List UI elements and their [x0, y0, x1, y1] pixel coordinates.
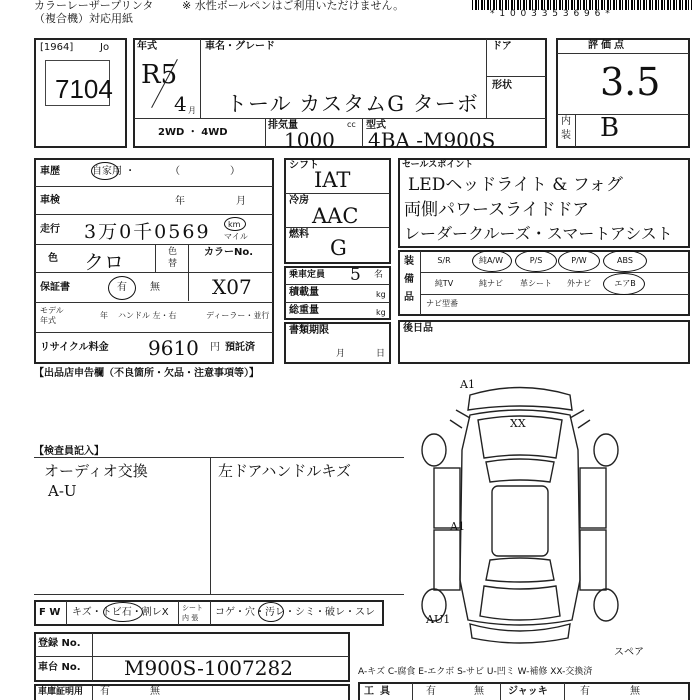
- model-change-1: モデル: [40, 306, 64, 315]
- lot-mark: Jo: [100, 42, 110, 53]
- name-label: 車名・グレード: [205, 41, 275, 52]
- chassis-label: 車台 No.: [38, 662, 81, 673]
- displacement-unit: cc: [347, 120, 356, 129]
- color-change-2: 替: [168, 259, 178, 269]
- sales-line-2: 両側パワースライドドア: [404, 200, 590, 220]
- fw-items: キズ・トビ石・割レX: [72, 607, 169, 618]
- jack-no: 無: [630, 686, 640, 697]
- year-value: R5: [141, 60, 178, 90]
- weight-unit: kg: [376, 308, 386, 317]
- jack-yes: 有: [580, 686, 590, 697]
- shift-value: IAT: [314, 168, 351, 192]
- interior-value: B: [600, 113, 620, 143]
- shaken-year: 年: [175, 196, 185, 207]
- equip-ext-navi: 外ナビ: [567, 279, 591, 288]
- capacity-value: 5: [350, 265, 361, 285]
- doc-month: 月: [336, 349, 346, 359]
- equip-airbag: エアB: [614, 279, 636, 288]
- tools-no: 無: [474, 686, 484, 697]
- damage-legend: A-キズ C-腐食 E-エクボ S-サビ U-凹ミ W-補修 XX-交換済: [358, 667, 593, 677]
- equipment-label-2: 備: [404, 274, 414, 285]
- shaken-label: 車検: [40, 195, 60, 206]
- mark-xx: XX: [510, 417, 526, 430]
- score-label: 評価点: [588, 40, 627, 51]
- color-no-value: X07: [212, 275, 252, 299]
- door-label: ドア: [492, 41, 512, 52]
- fuel-label: 燃料: [289, 229, 309, 240]
- inspector-note-right: 左ドアハンドルキズ: [218, 462, 352, 480]
- spare-label: スペア: [614, 647, 644, 658]
- ac-label: 冷房: [289, 195, 309, 206]
- inspector-label: 【検査員記入】: [34, 446, 104, 457]
- sales-points-label: セールスポイント: [402, 160, 474, 170]
- sales-line-3: レーダークルーズ・スマートアシスト: [404, 224, 673, 243]
- mileage-unit-km: km: [228, 220, 241, 229]
- interior-label-bottom: 装: [561, 130, 571, 141]
- mileage-label: 走行: [40, 224, 60, 235]
- warranty-no: 無: [150, 282, 160, 293]
- equip-aw: 純A/W: [478, 256, 504, 265]
- year-label: 年式: [137, 41, 157, 52]
- equipment-label-1: 装: [404, 256, 414, 267]
- jack-label: ジャッキ: [508, 686, 548, 697]
- equip-leather: 革シート: [520, 279, 552, 288]
- recycle-value: 9610: [148, 336, 199, 360]
- seller-notes-label: 【出品店申告欄（不良箇所・欠品・注意事項等）】: [34, 368, 259, 379]
- mark-a1-side: A1: [450, 520, 465, 533]
- history-options: 自家用 ・: [92, 166, 136, 177]
- model-change-2: 年式: [40, 316, 56, 325]
- seat-items: コゲ・穴・汚レ・シミ・破レ・スレ: [215, 607, 375, 618]
- displacement-value: 1000: [284, 128, 335, 152]
- recycle-note: 預託済: [225, 342, 255, 353]
- equip-tv: 純TV: [434, 279, 454, 288]
- seat-label: シート 内 張: [182, 604, 203, 622]
- shift-label: シフト: [289, 160, 319, 171]
- lot-code: [1964]: [40, 42, 74, 53]
- equipment-label-3: 品: [404, 292, 414, 303]
- aftermarket-label: 後日品: [403, 323, 433, 334]
- color-label: 色: [48, 253, 58, 264]
- printer-note: カラーレーザープリンタ: [34, 0, 154, 12]
- warranty-label: 保証書: [40, 282, 70, 293]
- weight-label: 総重量: [289, 305, 319, 316]
- capacity-label: 乗車定員: [289, 270, 326, 280]
- warranty-yes: 有: [117, 282, 127, 293]
- history-label: 車歴: [40, 166, 60, 177]
- warranty-circle: [108, 276, 136, 300]
- km-circle: [224, 217, 246, 231]
- equip-sr: S/R: [437, 256, 451, 265]
- chassis-value: M900S-1007282: [124, 656, 293, 680]
- shaken-month: 月: [236, 196, 246, 207]
- capacity-unit: 名: [374, 270, 384, 280]
- sales-line-1: LEDヘッドライト & フォグ: [408, 175, 623, 195]
- recycle-unit: 円: [210, 342, 220, 353]
- lot-number: 7104: [55, 74, 113, 104]
- month-unit: 月: [188, 106, 196, 115]
- ac-value: AAC: [312, 204, 359, 228]
- interior-label-top: 内: [561, 116, 571, 127]
- handle-label: ハンドル 左・右: [118, 311, 177, 320]
- recycle-label: リサイクル料金: [40, 342, 109, 353]
- history-box: [34, 158, 274, 364]
- tools-label: 工具: [364, 686, 396, 697]
- equip-navi-model: ナビ型番: [426, 299, 458, 308]
- color-no-label: カラーNo.: [204, 247, 254, 258]
- inspector-note-2: A-U: [48, 482, 77, 500]
- doc-day: 日: [376, 349, 386, 359]
- color-change-1: 色: [168, 247, 178, 257]
- cert-no: 無: [150, 686, 160, 697]
- dealer-label: ディーラー・並行: [206, 311, 270, 320]
- model-change-year: 年: [100, 311, 108, 320]
- reg-label: 登録 No.: [38, 638, 81, 649]
- mileage-unit-mile: マイル: [224, 232, 248, 241]
- history-paren: （ ）: [170, 166, 240, 177]
- mileage-value: 3万0千0569: [84, 221, 211, 243]
- mark-au1: AU1: [426, 613, 451, 626]
- equip-ps: P/S: [529, 256, 543, 265]
- barcode-number: * 1 0 0 3 3 5 3 6 9 6 *: [490, 9, 611, 19]
- color-value: クロ: [84, 250, 124, 274]
- name-value: トール カスタムG ターボ: [226, 92, 479, 116]
- equip-pw: P/W: [571, 256, 587, 265]
- pen-warning: ※ 水性ボールペンはご利用いただけません。: [182, 0, 405, 12]
- fuel-value: G: [330, 236, 347, 260]
- displacement-label: 排気量: [268, 120, 298, 131]
- score-value: 3.5: [600, 60, 661, 104]
- aftermarket-box: [398, 320, 690, 364]
- tools-yes: 有: [426, 686, 436, 697]
- drive-label: 2WD ・ 4WD: [158, 127, 228, 138]
- fw-label: F W: [39, 607, 61, 618]
- equip-navi: 純ナビ: [479, 279, 503, 288]
- inspector-note-1: オーディオ交換: [44, 462, 148, 480]
- doc-label: 書類期限: [289, 325, 329, 336]
- mark-a1-front: A1: [460, 378, 475, 391]
- month-value: 4: [174, 92, 187, 116]
- history-circle: [91, 162, 119, 180]
- cert-yes: 有: [100, 686, 110, 697]
- model-value: 4BA -M900S: [368, 128, 496, 152]
- model-label: 型式: [366, 120, 386, 131]
- equip-abs: ABS: [617, 256, 633, 265]
- cert-label: 車庫証明用: [38, 687, 84, 697]
- load-unit: kg: [376, 290, 386, 299]
- load-label: 積載量: [289, 287, 319, 298]
- shape-label: 形状: [492, 80, 512, 91]
- printer-note-2: （複合機）対応用紙: [34, 12, 133, 25]
